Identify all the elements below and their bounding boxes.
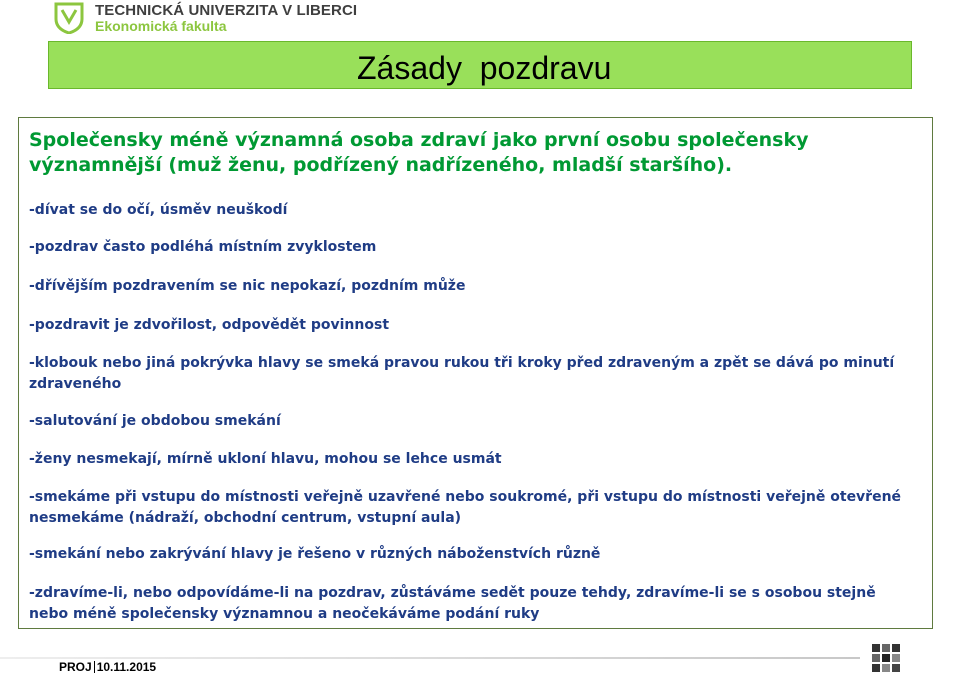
list-item: -smekáme při vstupu do místnosti veřejně uzavřené nebo soukromé, při vstupu do místnosti veřejně otevřené nesmekáme (nádraží, obchodní centrum, vstupní aula) [29,489,902,526]
footer-date: 10.11.2015 [96,660,157,674]
list-item: -salutování je obdobou smekání [29,413,281,429]
list-item: -klobouk nebo jiná pokrývka hlavy se smeká pravou rukou tři kroky před zdraveným a zpět se dává po minutí zdraveného [29,355,895,392]
footer-label [59,660,156,674]
faculty-name: Ekonomická fakulta [95,18,227,34]
footer-separator [94,661,95,673]
pixel-grid-logo-icon [872,644,900,672]
university-name: TECHNICKÁ UNIVERZITA V LIBERCI [95,2,358,19]
list-item: -pozdravit je zdvořilost, odpovědět povinnost [29,317,390,333]
intro-text: Společensky méně významná osoba zdraví jako první osobu společensky významnější (muž ženu, podřízený nadřízeného, mladší staršího). [29,129,809,176]
list-item: -ženy nesmekají, mírně ukloní hlavu, mohou se lehce usmát [29,451,502,467]
footer-divider [0,657,860,659]
list-item: -smekání nebo zakrývání hlavy je řešeno v různých náboženstvích různě [29,546,601,562]
list-item: -pozdrav často podléhá místním zvyklostem [29,239,377,255]
slide-title: Zásady pozdravu [357,50,612,86]
tul-shield-logo-icon [54,2,84,34]
list-item: -zdravíme-li, nebo odpovídáme-li na pozdrav, zůstáváme sedět pouze tehdy, zdravíme-li se s osobou stejně nebo méně společensky významnou a neočekáváme podání ruky [29,585,876,622]
content-box [18,117,933,629]
course-code: PROJ [59,660,92,674]
list-item: -dřívějším pozdravením se nic nepokazí, pozdním může [29,278,466,294]
title-banner [48,41,912,89]
list-item: -dívat se do očí, úsměv neuškodí [29,202,288,218]
